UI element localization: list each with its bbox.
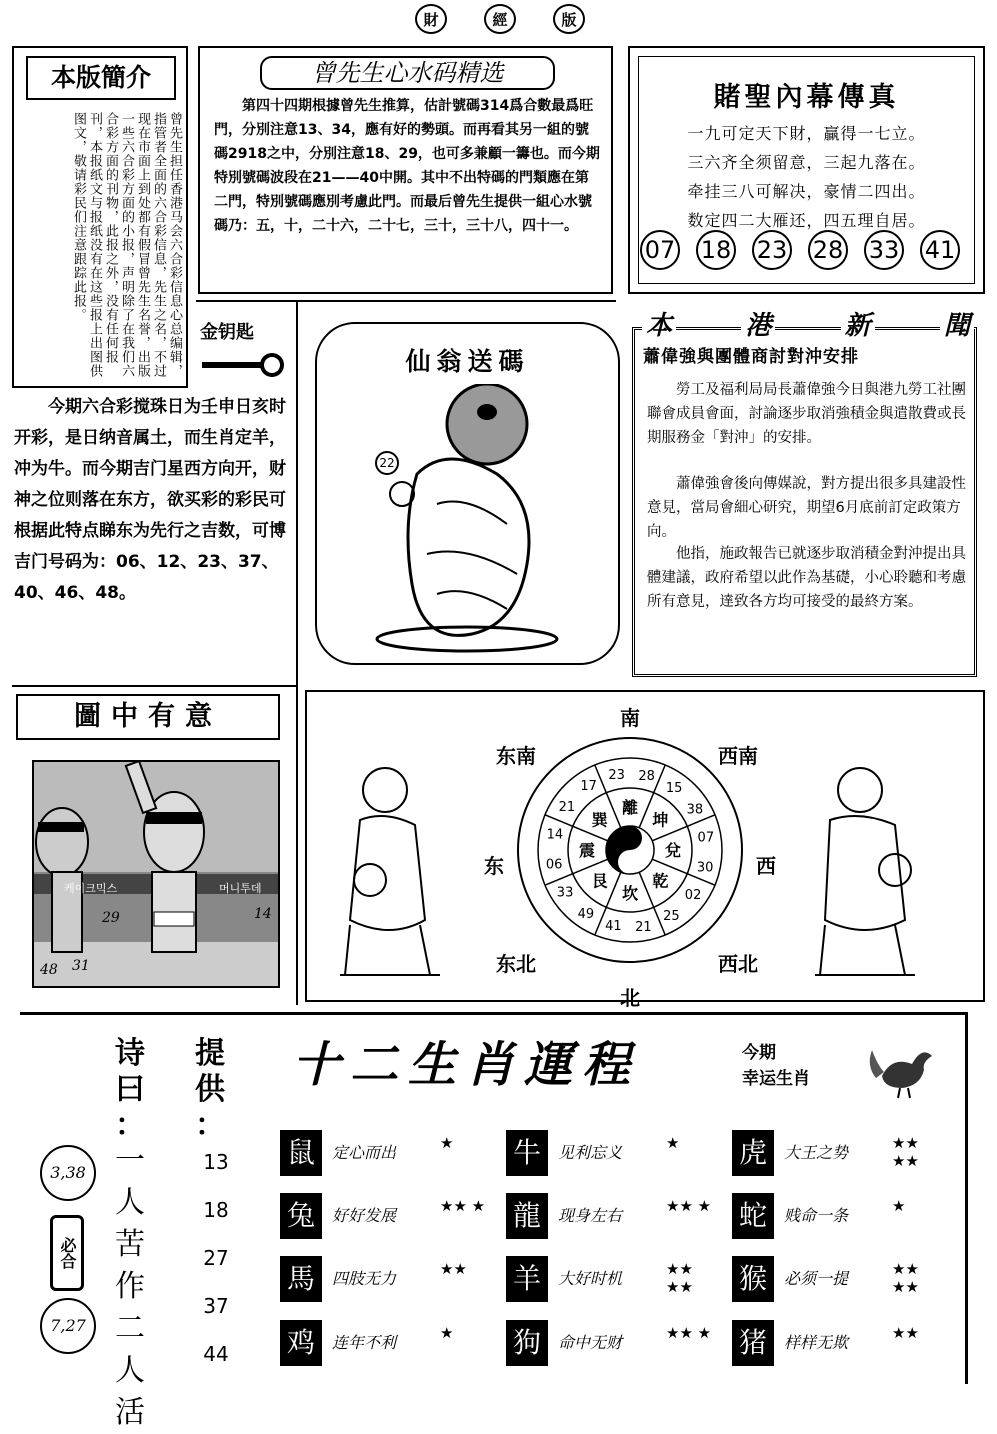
cartoon-number: 14	[254, 906, 272, 922]
number-ball: 33	[864, 230, 904, 270]
zodiac-item	[732, 1320, 942, 1366]
news-panel	[632, 305, 984, 677]
wheel-number: 38	[686, 802, 704, 818]
wheel-number: 25	[663, 908, 680, 924]
header-badge: 經	[484, 4, 516, 34]
zodiac-item	[506, 1193, 716, 1239]
direction-east: 东	[484, 854, 504, 878]
poem-char: 人	[115, 1353, 145, 1388]
provide-label-char: ：	[195, 1108, 225, 1143]
poem-numbers	[196, 1138, 236, 1378]
zodiac-item	[280, 1130, 490, 1176]
trigram-label: 兌	[664, 841, 682, 860]
zodiac-stars: ★	[440, 1324, 454, 1342]
zodiac-char: 馬	[280, 1256, 322, 1302]
handwritten-circle: 7,27	[40, 1298, 96, 1354]
immortal-ball: 22	[375, 451, 399, 475]
lucky-label-line: 今期	[742, 1043, 776, 1063]
direction-west: 西	[756, 854, 776, 878]
poem-line	[110, 1140, 150, 1434]
zodiac-stars: ★★ ★	[666, 1197, 712, 1215]
rooster-icon	[862, 1036, 942, 1100]
poem-char: 作	[115, 1269, 145, 1304]
wheel-number: 07	[697, 830, 715, 846]
zodiac-char: 牛	[506, 1130, 548, 1176]
news-heading-char: 新	[841, 305, 875, 339]
wheel-number: 49	[577, 907, 595, 923]
poem-label-char: ：	[115, 1108, 145, 1143]
zodiac-stars: ★★ ★★	[666, 1260, 693, 1296]
zodiac-desc: 现身左右	[558, 1206, 623, 1225]
zodiac-char: 鼠	[280, 1130, 322, 1176]
wheel-number: 21	[558, 799, 576, 815]
insider-line: 三六齐全须留意，三起九落在。	[687, 153, 926, 172]
trigram-label: 震	[578, 841, 596, 860]
direction-north: 北	[620, 986, 640, 1010]
intro-text: 曾先生担任香港马会六合彩信息心总编辑，指管者全面的六合彩信息，先生之名，不过现在市面上到处都有假冒曾先生名誉，出版一些六合彩方面的小报，声明除了在我们六合彩方面的刊物，此报之外，没有任何报刊，本报纸文与报纸没有在这些报上出图供图文，敬请彩民们注意跟踪此报。	[71, 112, 182, 378]
wheel-number: 06	[545, 857, 563, 873]
cartoon-picture	[32, 760, 280, 988]
lottery-tip-text: 今期六合彩搅珠日为壬申日亥时开彩，是日纳音属土，而生肖定羊，冲为牛。而今期吉门星西方向开，财神之位则落在东方，欲买彩的彩民可根据此特点睇东为先行之吉数，可博吉门号码为：06、12、23、37、40、46、48。	[14, 397, 286, 603]
news-heading	[632, 305, 984, 339]
zodiac-item	[280, 1193, 490, 1239]
direction-northwest: 西北	[718, 952, 758, 976]
golden-key-text: 金钥匙	[200, 322, 254, 343]
intro-panel	[12, 46, 188, 388]
zodiac-desc: 连年不利	[332, 1333, 397, 1352]
must-win-badge: 必合	[50, 1215, 84, 1291]
zodiac-char: 虎	[732, 1130, 774, 1176]
page-header	[415, 4, 585, 34]
zodiac-stars: ★★	[892, 1324, 919, 1342]
number-ball: 28	[808, 230, 848, 270]
immortal-panel	[315, 322, 620, 665]
wheel-number: 21	[635, 919, 652, 935]
key-icon	[200, 350, 288, 380]
zodiac-desc: 好好发展	[332, 1206, 397, 1225]
poem-char: 二	[115, 1311, 145, 1346]
wheel-number: 17	[580, 779, 597, 795]
direction-southwest: 西南	[718, 744, 758, 768]
horizontal-divider	[196, 300, 616, 302]
cartoon-number: 48	[40, 962, 58, 978]
zodiac-desc: 定心而出	[332, 1143, 397, 1162]
header-badge: 財	[415, 4, 447, 34]
zodiac-desc: 必须一提	[784, 1269, 849, 1288]
poem-label-char: 曰	[115, 1072, 145, 1107]
wheel-number: 28	[638, 768, 655, 784]
cartoon-number: 29	[102, 910, 120, 926]
zodiac-char: 羊	[506, 1256, 548, 1302]
zodiac-desc: 大好时机	[558, 1269, 623, 1288]
immortal-illustration	[367, 384, 577, 654]
provide-label	[190, 1036, 230, 1144]
wheel-number: 14	[546, 827, 564, 843]
zodiac-item	[506, 1320, 716, 1366]
poem-number: 27	[203, 1246, 229, 1270]
wheel-number: 02	[684, 888, 702, 904]
lucky-child-right-illustration	[800, 750, 930, 990]
number-ball: 23	[752, 230, 792, 270]
zodiac-item	[732, 1130, 942, 1176]
news-heading-char: 本	[642, 305, 676, 339]
wheel-number: 41	[605, 919, 622, 935]
zodiac-desc: 样样无欺	[784, 1333, 849, 1352]
zodiac-item	[732, 1256, 942, 1302]
zodiac-stars: ★★	[440, 1260, 467, 1278]
zodiac-char: 鸡	[280, 1320, 322, 1366]
news-paragraph: 勞工及福利局局長蕭偉強今日與港九勞工社團聯會成員會面，討論逐步取消強積金與遣散費或長期服務金「對沖」的安排。	[647, 382, 966, 446]
news-title: 蕭偉強與團體商討對沖安排	[643, 347, 859, 367]
lucky-child-left-illustration	[330, 750, 450, 990]
insider-numbers	[640, 230, 960, 270]
trigram-label: 乾	[652, 871, 669, 891]
news-box	[632, 327, 977, 677]
insider-line: 牵挂三八可解决，豪情二四出。	[687, 182, 926, 201]
golden-key-label	[200, 318, 290, 378]
zodiac-stars: ★★ ★	[440, 1197, 486, 1215]
zodiac-stars: ★★ ★	[666, 1324, 712, 1342]
zodiac-stars: ★	[892, 1197, 906, 1215]
insider-title: 賭聖內幕傳真	[713, 82, 900, 113]
wheel-number: 33	[556, 885, 574, 901]
news-paragraph: 蕭偉強會後向傳媒說，對方提出很多具建設性意見，當局會細心研究，期望6月底前訂定政策方向。	[647, 476, 966, 540]
number-ball: 07	[640, 230, 680, 270]
cartoon-number: 31	[72, 958, 90, 974]
zodiac-char: 猪	[732, 1320, 774, 1366]
insider-line: 数定四二大雁还，四五理自居。	[687, 211, 926, 230]
handwritten-circle: 3,38	[40, 1145, 96, 1201]
zodiac-item	[732, 1193, 942, 1239]
zodiac-stars: ★★ ★★	[892, 1260, 919, 1296]
intro-title: 本版簡介	[26, 56, 176, 100]
immortal-title: 仙翁送碼	[405, 347, 530, 376]
picture-title: 圖中有意	[16, 694, 280, 740]
zodiac-desc: 见利忘义	[558, 1143, 623, 1162]
bagua-wheel	[515, 735, 745, 965]
lucky-label-line: 幸运生肖	[742, 1069, 810, 1089]
zodiac-stars: ★★ ★★	[892, 1134, 919, 1170]
provide-label-char: 供	[195, 1072, 225, 1107]
trigram-label: 坤	[652, 810, 669, 830]
provide-label-char: 提	[195, 1036, 225, 1071]
poem-char: 一	[115, 1143, 145, 1178]
insider-panel	[628, 46, 985, 294]
wheel-number: 30	[696, 860, 714, 876]
zodiac-desc: 四肢无力	[332, 1269, 397, 1288]
trigram-label: 坎	[621, 884, 639, 903]
zeng-panel	[198, 46, 613, 294]
direction-southeast: 东南	[496, 744, 536, 768]
zodiac-char: 狗	[506, 1320, 548, 1366]
news-heading-char: 港	[741, 305, 775, 339]
zodiac-desc: 贱命一条	[784, 1206, 849, 1225]
cartoon-sign: 머니투데	[219, 882, 262, 895]
direction-south: 南	[620, 706, 640, 730]
cartoon-sign: 케이크믹스	[64, 882, 118, 895]
poem-char: 苦	[115, 1227, 145, 1262]
zodiac-item	[280, 1320, 490, 1366]
number-ball: 41	[920, 230, 960, 270]
zeng-text: 第四十四期根據曾先生推算，估計號碼314爲合數最爲旺門，分別注意13、34，應有好的勢頭。而再看其另一組的號碼2918之中，分別注意18、29，也可多兼顧一籌也。而今期特別號碼波段在21——40中開。其中不出特碼的門類應在第二門，特別號碼應別考慮此門。而最后曾先生提供一組心水號碼乃：五，十，二十六，二十七，三十，三十八，四十一。	[214, 98, 600, 234]
trigram-label: 艮	[591, 871, 608, 891]
horizontal-divider	[12, 685, 296, 687]
poem-number: 37	[203, 1294, 229, 1318]
zodiac-stars: ★	[440, 1134, 454, 1152]
poem-char: 活	[115, 1395, 145, 1430]
news-heading-char: 聞	[940, 305, 974, 339]
zodiac-desc: 命中无财	[558, 1333, 623, 1352]
zodiac-char: 猴	[732, 1256, 774, 1302]
zodiac-char: 蛇	[732, 1193, 774, 1239]
zodiac-stars: ★	[666, 1134, 680, 1152]
cartoon-illustration	[34, 762, 280, 988]
zeng-title: 曾先生心水码精选	[260, 56, 555, 90]
wheel-number: 15	[665, 780, 683, 796]
poem-number: 44	[203, 1342, 229, 1366]
poem-label	[110, 1036, 150, 1144]
direction-northeast: 东北	[496, 952, 536, 976]
poem-char: 人	[115, 1185, 145, 1220]
vertical-divider	[296, 300, 298, 1005]
number-ball: 18	[696, 230, 736, 270]
header-badge: 版	[553, 4, 585, 34]
zodiac-item	[506, 1130, 716, 1176]
poem-label-char: 诗	[115, 1036, 145, 1071]
zodiac-title: 十二生肖運程	[292, 1037, 641, 1093]
poem-number: 18	[203, 1198, 229, 1222]
zodiac-char: 兔	[280, 1193, 322, 1239]
poem-number: 13	[203, 1150, 229, 1174]
wheel-number: 23	[608, 768, 625, 784]
zodiac-char: 龍	[506, 1193, 548, 1239]
trigram-label: 離	[621, 798, 639, 817]
trigram-label: 巽	[591, 810, 608, 830]
lucky-zodiac-label	[742, 1040, 852, 1092]
insider-line: 一九可定天下財，贏得一七立。	[687, 124, 926, 143]
zodiac-desc: 大王之势	[784, 1143, 849, 1162]
news-paragraph: 他指，施政報告已就逐步取消積金對沖提出具體建議，政府希望以此作為基礎，小心聆聽和考慮所有意見，達致各方均可接受的最終方案。	[647, 546, 966, 610]
zodiac-item	[280, 1256, 490, 1302]
zodiac-item	[506, 1256, 716, 1302]
